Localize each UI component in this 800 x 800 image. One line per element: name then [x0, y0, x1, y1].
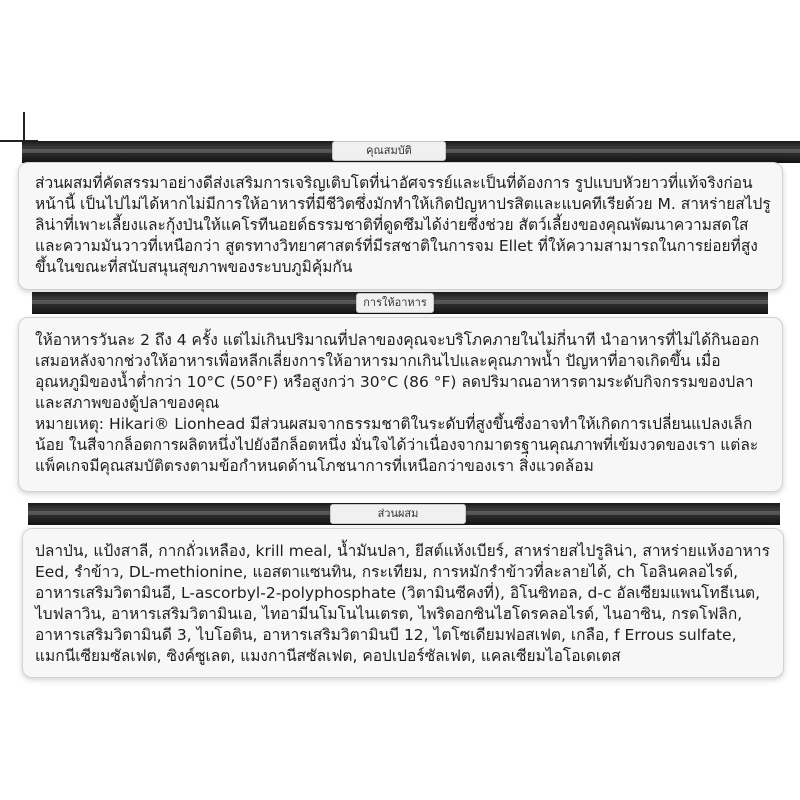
section-tab-ingredients: ส่วนผสม [330, 504, 466, 524]
feeding-text: ให้อาหารวันละ 2 ถึง 4 ครั้ง แต่ไม่เกินปริมาณที่ปลาของคุณจะบริโภคภายในไม่กี่นาที นำอาหารที่ไม่ได้กินออกเสมอหลังจากช่วงให้อาหารเพื่อหลีกเลี่ยงการให้อาหารมากเกินไปและคุณภาพน้ำ ปัญหาที่อาจเกิดขึ้น เมื่ออุณหภูมิของน้ำต่ำกว่า 10°C (50°F) หรือสูงกว่า 30°C (86 °F) ลดปริมาณอาหารตามระดับกิจกรรมของปลาและสภาพของตู้ปลาของคุณ [35, 331, 760, 412]
panel-feeding [18, 317, 783, 492]
feeding-note: หมายเหตุ: Hikari® Lionhead มีส่วนผสมจากธรรมชาติในระดับที่สูงขึ้นซึ่งอาจทำให้เกิดการเปลี่ยนแปลงเล็กน้อย ในสีจากล็อตการผลิตหนึ่งไปยังอีกล็อตหนึ่ง มั่นใจได้ว่าเนื่องจากมาตรฐานคุณภาพที่เข้มงวดของเรา แต่ละแพ็คเกจมีคุณสมบัติตรงตามข้อกำหนดด้านโภชนาการที่เหนือกว่าของเรา สิ่งแวดล้อม [35, 415, 759, 475]
panel-properties [18, 162, 783, 290]
properties-text: ส่วนผสมที่คัดสรรมาอย่างดีส่งเสริมการเจริญเติบโตที่น่าอัศจรรย์และเป็นที่ต้องการ รูปแบบหัวยาวที่แท้จริงก่อนหน้านี้ เป็นไปไม่ได้หากไม่มีการให้อาหารที่มีชีวิตซึ่งมักทำให้เกิดปัญหาปรสิตและแบคทีเรียด้วย M. สาหร่ายสไปรูลิน่าที่เพาะเลี้ยงและกุ้งป่นให้แคโรทีนอยด์ธรรมชาติที่ดูดซึมได้ง่ายซึ่งช่วย สัตว์เลี้ยงของคุณพัฒนาความสดใสและความมันวาวที่เหนือกว่า สูตรทางวิทยาศาสตร์ที่มีรสชาติในการจม Ellet ที่ให้ความสามารถในการย่อยที่สูงขึ้นในขณะที่สนับสนุนสุขภาพของระบบภูมิคุ้มกัน [35, 174, 771, 276]
section-tab-properties: คุณสมบัติ [332, 141, 446, 161]
section-tab-feeding: การให้อาหาร [356, 293, 434, 313]
panel-ingredients [22, 528, 784, 678]
ingredients-text: ปลาป่น, แป้งสาลี, กากถั่วเหลือง, krill meal, น้ำมันปลา, ยีสต์แห้งเบียร์, สาหร่ายสไปรูลิน่า, สาหร่ายแห้งอาหาร Eed, รำข้าว, DL-methionine, แอสตาแซนทิน, กระเทียม, การหมักรำข้าวที่ละลายได้, ch โอลินคลอไรด์, อาหารเสริมวิตามินอี, L-ascorbyl-2-polyphosphate (วิตามินซีคงที่), อิโนซิทอล, d-c อัลเซียมแพนโทธีเนต, ไบฟลาวิน, อาหารเสริมวิตามินเอ, ไทอามีนโมโนไนเตรต, ไพริดอกซินไฮโดรคลอไรด์, ไนอาซิน, กรดโฟลิก, อาหารเสริมวิตามินดี 3, ไบโอติน, อาหารเสริมวิตามินบี 12, ไตโซเดียมฟอสเฟต, เกลือ, f Errous sulfate, แมกนีเซียมซัลเฟต, ซิงค์ซูเลต, แมงกานีสซัลเฟต, คอปเปอร์ซัลเฟต, แคลเซียมไอโอเดเตส [35, 542, 770, 665]
